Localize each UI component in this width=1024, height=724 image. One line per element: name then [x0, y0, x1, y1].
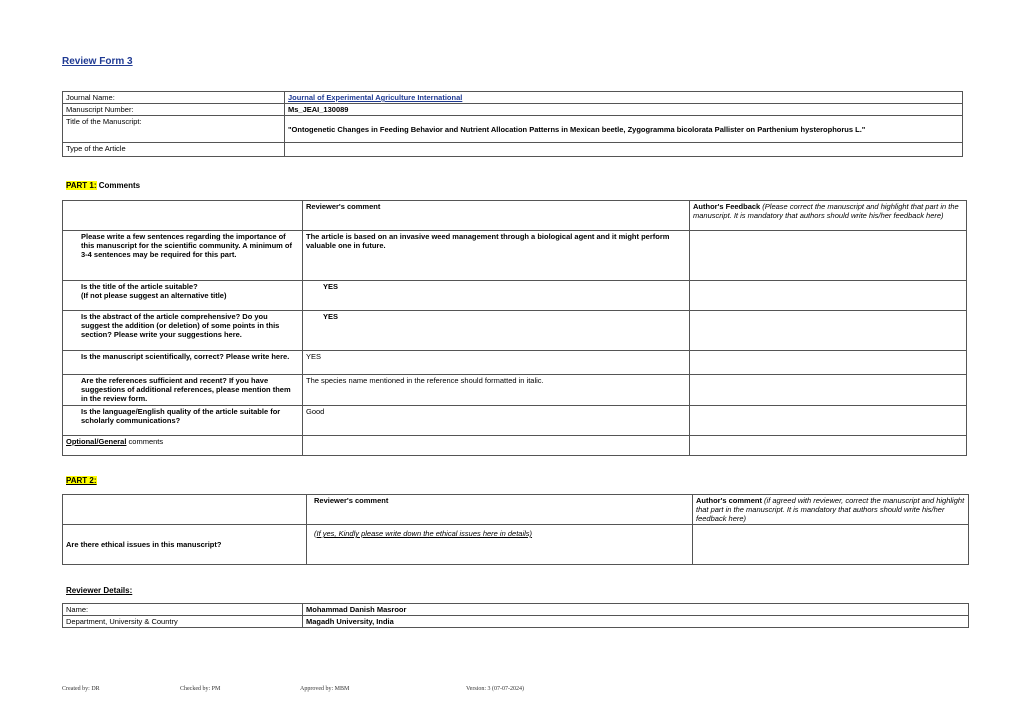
optional-comments-author[interactable] [690, 436, 967, 456]
answer-language[interactable]: Good [303, 406, 690, 436]
author-feedback-label: Author's Feedback [693, 202, 761, 211]
question-importance: Please write a few sentences regarding the importance of this manuscript for the scientific community. A minimum of 3-4 sentences may be required for this part. [63, 231, 303, 281]
part1-table [62, 200, 967, 456]
form-title: Review Form 3 [62, 56, 133, 67]
feedback-title-suitable[interactable] [690, 281, 967, 311]
footer-created-by: Created by: DR [62, 686, 100, 692]
manuscript-title-value: "Ontogenetic Changes in Feeding Behavior and Nutrient Allocation Patterns in Mexican beetle, Zygogramma bicolorata Pallister on Parthenium hysterophorus L." [285, 116, 963, 143]
journal-label: Journal Name: [63, 92, 285, 104]
reviewer-details-heading: Reviewer Details: [66, 586, 133, 595]
question-ethical: Are there ethical issues in this manuscript? [63, 525, 307, 565]
part2-heading [66, 476, 97, 485]
article-type-value[interactable] [285, 143, 963, 157]
manuscript-number-value: Ms_JEAI_130089 [285, 104, 963, 116]
answer-importance[interactable]: The article is based on an invasive weed management through a biological agent and it might perform valuable one in future. [303, 231, 690, 281]
manuscript-info-table [62, 91, 963, 157]
feedback-references[interactable] [690, 375, 967, 406]
part1-comments-label: Comments [96, 181, 141, 190]
optional-general-label: Optional/General [66, 437, 127, 446]
optional-comments-reviewer[interactable] [303, 436, 690, 456]
article-type-label: Type of the Article [63, 143, 285, 157]
part1-heading [66, 181, 140, 190]
footer-approved-by: Approved by: MBM [300, 686, 350, 692]
answer-abstract[interactable]: YES [303, 311, 690, 351]
footer-checked-by: Checked by: PM [180, 686, 221, 692]
question-abstract: Is the abstract of the article comprehensive? Do you suggest the addition (or deletion) of some points in this section? Please write your suggestions here. [63, 311, 303, 351]
part2-table [62, 494, 969, 565]
question-references: Are the references sufficient and recent? If you have suggestions of additional references, please mention them in the review form. [63, 375, 303, 406]
question-scientific: Is the manuscript scientifically, correct? Please write here. [63, 351, 303, 375]
part1-reviewer-header: Reviewer's comment [303, 201, 690, 231]
manuscript-number-label: Manuscript Number: [63, 104, 285, 116]
reviewer-details-table [62, 603, 969, 628]
journal-link[interactable]: Journal of Experimental Agriculture International [288, 93, 463, 102]
feedback-language[interactable] [690, 406, 967, 436]
author-feedback-instructions: (Please correct the manuscript and highlight that part in the manuscript. It is mandatory that authors should write his/her feedback here) [693, 202, 959, 220]
question-language: Is the language/English quality of the article suitable for scholarly communications? [63, 406, 303, 436]
feedback-abstract[interactable] [690, 311, 967, 351]
answer-references[interactable]: The species name mentioned in the reference should formatted in italic. [303, 375, 690, 406]
answer-scientific[interactable]: YES [303, 351, 690, 375]
footer-version: Version: 3 (07-07-2024) [466, 686, 524, 692]
part1-author-header [690, 201, 967, 231]
part1-label: PART 1: [66, 181, 97, 190]
feedback-importance[interactable] [690, 231, 967, 281]
optional-comments-text: comments [126, 437, 164, 446]
question-title-suitable: Is the title of the article suitable? (If not please suggest an alternative title) [63, 281, 303, 311]
answer-title-suitable[interactable]: YES [303, 281, 690, 311]
feedback-ethical[interactable] [693, 525, 969, 565]
reviewer-dept-value: Magadh University, India [303, 616, 969, 628]
manuscript-title-label: Title of the Manuscript: [63, 116, 285, 143]
reviewer-name-label: Name: [63, 604, 303, 616]
optional-comments-label [63, 436, 303, 456]
part2-blank-header [63, 495, 307, 525]
part1-blank-header [63, 201, 303, 231]
reviewer-dept-label: Department, University & Country [63, 616, 303, 628]
reviewer-name-value: Mohammad Danish Masroor [303, 604, 969, 616]
author-comment-instructions: (if agreed with reviewer, correct the manuscript and highlight that part in the manuscript. It is mandatory that authors should write his/her feedback here) [696, 496, 965, 523]
part2-reviewer-header: Reviewer's comment [307, 495, 693, 525]
author-comment-label: Author's comment [696, 496, 762, 505]
part2-author-header [693, 495, 969, 525]
feedback-scientific[interactable] [690, 351, 967, 375]
answer-ethical[interactable]: (If yes, Kindly please write down the ethical issues here in details) [307, 525, 693, 565]
part2-label: PART 2: [66, 476, 97, 485]
